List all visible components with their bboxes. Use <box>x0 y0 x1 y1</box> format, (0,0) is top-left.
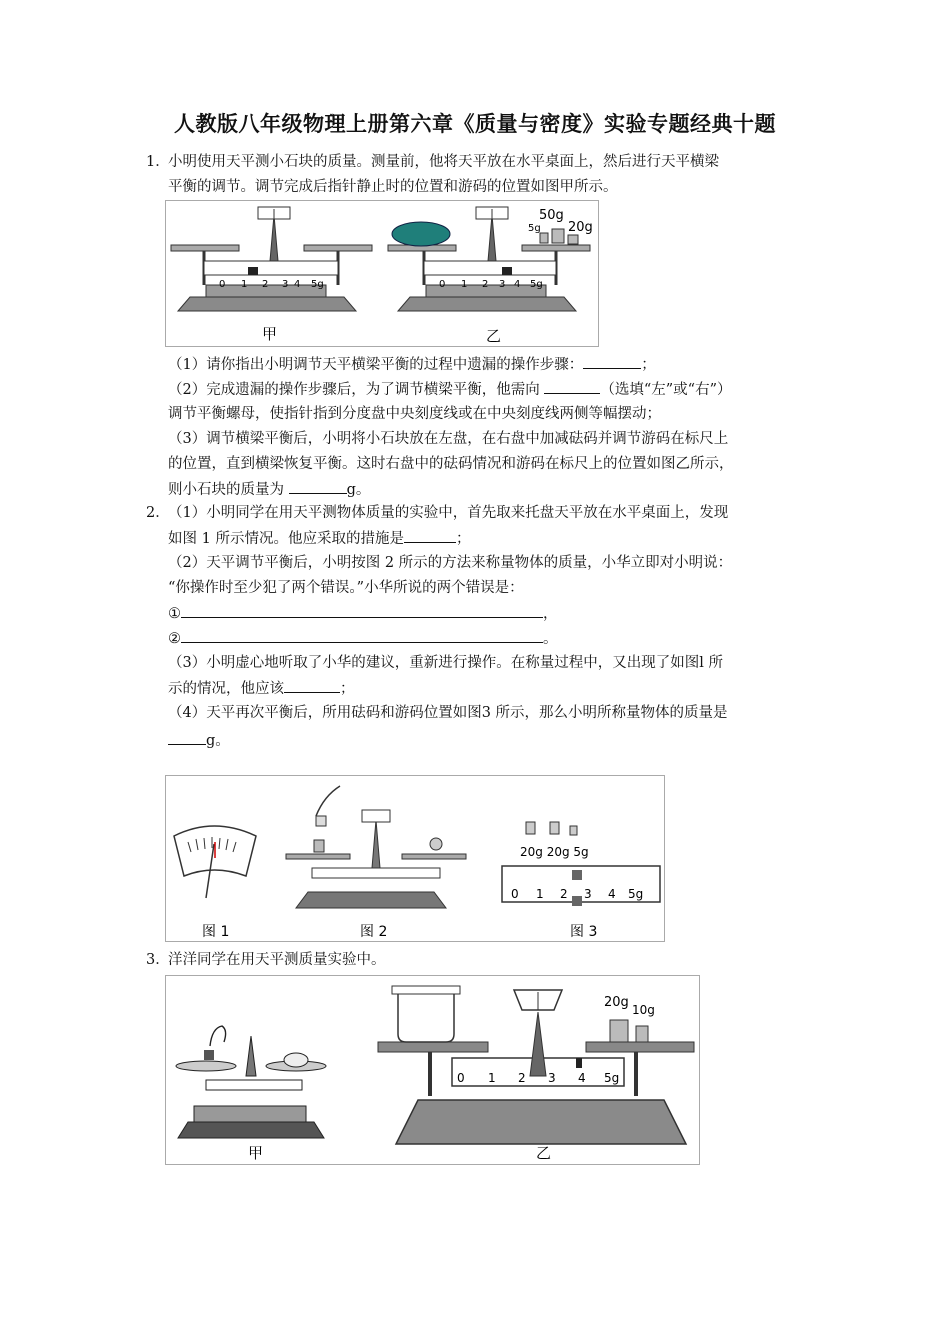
q2-answer-blank-4[interactable] <box>168 730 206 745</box>
tick-label: 5g <box>530 279 543 290</box>
q2-part1-line1 <box>146 503 728 523</box>
tick-label: 5g <box>604 1071 620 1085</box>
q2-part4-line2 <box>168 730 230 751</box>
q3-weight-20g-label: 20g <box>604 995 629 1010</box>
q2-answer-blank-1[interactable] <box>404 528 456 543</box>
q2-answer-blank-error1[interactable] <box>181 603 543 618</box>
q1-part2-line2: 调节平衡螺母，使指针指到分度盘中央刻度线或在中央刻度线两侧等幅摆动； <box>168 406 661 422</box>
q2-error-2 <box>168 628 558 649</box>
q2-fig2-balance <box>286 786 466 908</box>
tick-label: 2 <box>262 279 269 290</box>
weight-20g-label: 20g <box>568 220 593 235</box>
q2-error-2-end: 。 <box>543 631 558 647</box>
q1-answer-blank-2[interactable] <box>544 379 600 394</box>
tick-label: 1 <box>536 887 544 901</box>
q3-number: 3． <box>146 952 170 968</box>
tick-label: 0 <box>219 279 226 290</box>
q3-illustration <box>166 976 699 1164</box>
q1-part2-end: （选填“左”或“右”） <box>600 382 732 398</box>
tick-label: 3 <box>584 887 592 901</box>
q2-part3-line1: （3）小明虚心地听取了小华的建议，重新进行操作。在称量过程中，又出现了如图l 所 <box>168 655 723 671</box>
tick-label: 2 <box>518 1071 526 1085</box>
q1-part3-text: 则小石块的质量为 <box>168 482 284 498</box>
q2-error-2-marker: ② <box>168 631 181 647</box>
q1-part3-line3 <box>168 479 370 500</box>
tick-label: 0 <box>511 887 519 901</box>
q3-stem <box>146 950 386 970</box>
balance-jia <box>171 207 372 311</box>
q2-part4-line1: （4）天平再次平衡后，所用砝码和游码位置如图3 所示，那么小明所称量物体的质量是 <box>168 705 728 721</box>
q2-illustration <box>166 776 664 941</box>
q2-figure <box>165 775 665 942</box>
q1-part2-text: （2）完成遗漏的操作步骤后，为了调节横梁平衡，他需向 <box>168 382 540 398</box>
tick-label: 0 <box>457 1071 465 1085</box>
q1-answer-blank-1[interactable] <box>583 354 641 369</box>
tick-label: 2 <box>482 279 489 290</box>
q1-number: 1． <box>146 154 170 170</box>
tick-label: 4 <box>608 887 616 901</box>
q3-weight-10g-label: 10g <box>632 1003 655 1017</box>
q2-fig3-label: 图 3 <box>570 924 598 940</box>
q3-balance-jia <box>176 1026 326 1138</box>
q1-stem-text1: 小明使用天平测小石块的质量。测量前，他将天平放在水平桌面上，然后进行天平横梁 <box>168 154 719 170</box>
q3-figure <box>165 975 700 1165</box>
q1-part3-end: g。 <box>346 482 371 498</box>
q1-part3-line2: 的位置，直到横梁恢复平衡。这时右盘中的砝码情况和游码在标尺上的位置如图乙所示， <box>168 456 734 472</box>
q3-label-jia: 甲 <box>248 1144 264 1162</box>
q2-part2-line1: （2）天平调节平衡后，小明按图 2 所示的方法来称量物体的质量，小华立即对小明说： <box>168 555 733 571</box>
q2-part3-text: 示的情况，他应该 <box>168 681 284 697</box>
q2-fig2-label: 图 2 <box>360 924 388 940</box>
q2-part4-end: g。 <box>206 733 230 749</box>
q2-part2-line2: “你操作时至少犯了两个错误。”小华所说的两个错误是： <box>168 580 524 596</box>
q1-figure <box>165 200 599 347</box>
tick-label: 4 <box>578 1071 586 1085</box>
q2-part1b-text: 如图 1 所示情况。他应采取的措施是 <box>168 531 404 547</box>
q3-balance-yi <box>378 986 694 1144</box>
tick-label: 4 <box>294 279 301 290</box>
tick-label: 5g <box>628 887 644 901</box>
q1-part1 <box>168 354 656 375</box>
tick-label: 1 <box>241 279 248 290</box>
q2-error-1-marker: ① <box>168 606 181 622</box>
tick-label: 1 <box>461 279 468 290</box>
q2-answer-blank-3[interactable] <box>284 678 340 693</box>
tick-label: 3 <box>282 279 289 290</box>
tick-label: 1 <box>488 1071 496 1085</box>
tick-label: 2 <box>560 887 568 901</box>
q1-part3-line1: （3）调节横梁平衡后，小明将小石块放在左盘，在右盘中加减砝码并调节游码在标尺上 <box>168 431 729 447</box>
q1-part1-end: ； <box>641 357 656 373</box>
q1-balance-illustration <box>166 201 598 346</box>
tick-label: 4 <box>514 279 521 290</box>
q1-stem-line1 <box>146 152 719 172</box>
q3-label-yi: 乙 <box>536 1144 552 1162</box>
q1-stem-line2: 平衡的调节。调节完成后指针静止时的位置和游码的位置如图甲所示。 <box>168 179 618 195</box>
q1-part2-line1 <box>168 379 732 400</box>
q2-error-1 <box>168 603 558 624</box>
q2-fig1-dial <box>174 826 256 898</box>
q2-answer-blank-error2[interactable] <box>181 628 543 643</box>
q2-fig1-label: 图 1 <box>202 924 230 940</box>
tick-label: 0 <box>439 279 446 290</box>
q1-label-yi: 乙 <box>486 327 502 345</box>
q2-part1-end: ； <box>455 531 471 547</box>
weight-5g-label: 5g <box>528 223 541 234</box>
page-title: 人教版八年级物理上册第六章《质量与密度》实验专题经典十题 <box>174 112 776 136</box>
q1-part1-text: （1）请你指出小明调节天平横梁平衡的过程中遗漏的操作步骤： <box>168 357 584 373</box>
q2-fig3-scale <box>502 822 660 906</box>
q2-weight-labels: 20g 20g 5g <box>520 845 589 859</box>
balance-yi <box>388 207 593 311</box>
q2-part1-line2 <box>168 528 470 549</box>
weight-50g-label: 50g <box>539 208 564 223</box>
tick-label: 5g <box>311 279 324 290</box>
tick-label: 3 <box>499 279 506 290</box>
q2-error-1-end: ， <box>543 606 558 622</box>
q2-number: 2． <box>146 505 170 521</box>
stone <box>392 222 450 246</box>
q1-label-jia: 甲 <box>262 325 278 343</box>
q3-stem-text: 洋洋同学在用天平测质量实验中。 <box>168 952 386 968</box>
q2-part1-text: （1）小明同学在用天平测物体质量的实验中，首先取来托盘天平放在水平桌面上，发现 <box>168 505 729 521</box>
q1-answer-blank-3[interactable] <box>289 479 347 494</box>
q2-part3-line2 <box>168 678 355 699</box>
q2-part3-end: ； <box>340 681 355 697</box>
tick-label: 3 <box>548 1071 556 1085</box>
